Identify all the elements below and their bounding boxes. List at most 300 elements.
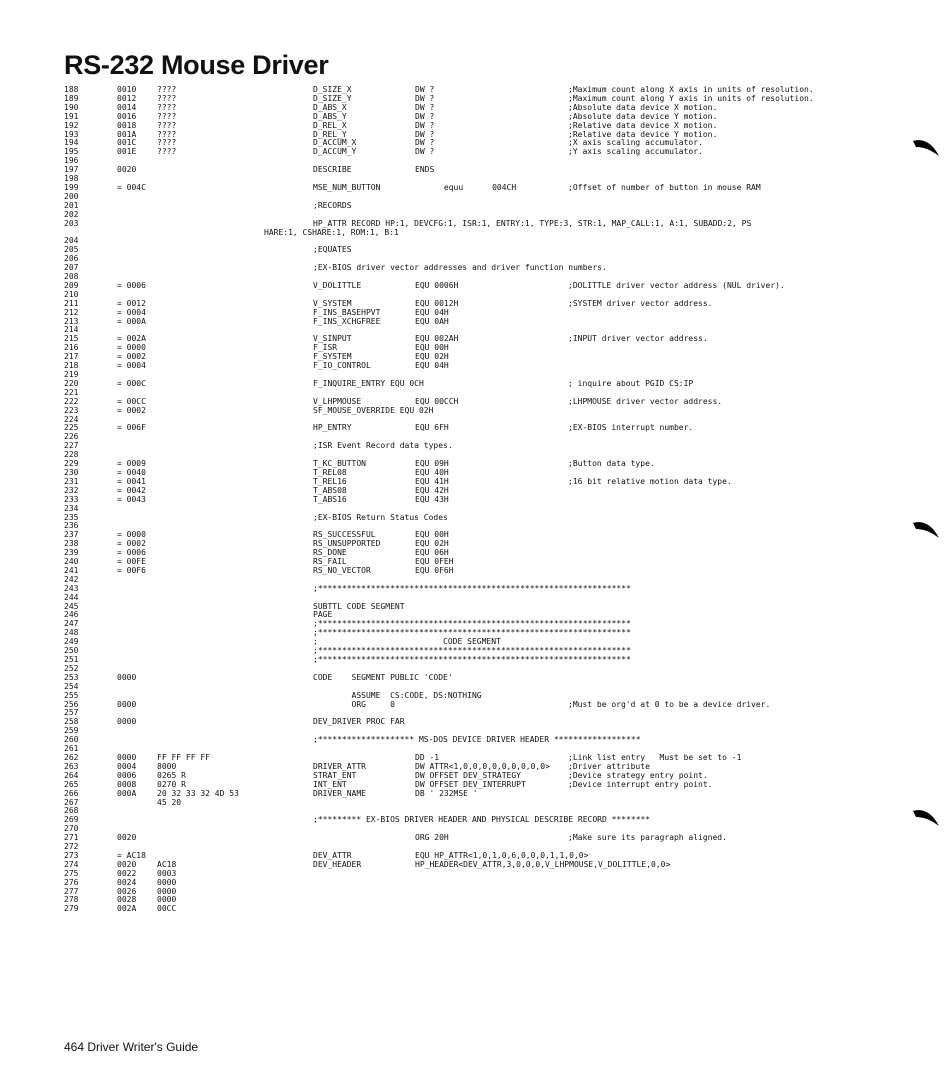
line-number: 252 — [64, 663, 79, 673]
listing-row — [0, 113, 950, 122]
line-number: 274 — [64, 859, 79, 869]
operand: EQU 42H — [415, 485, 449, 495]
label: D_REL_Y — [313, 129, 347, 139]
line-number: 267 — [64, 797, 79, 807]
listing-row — [0, 718, 950, 727]
listing-row — [0, 896, 950, 905]
address: = 0012 — [117, 298, 146, 308]
line-number: 249 — [64, 637, 79, 647]
operand: EQU 02H — [415, 539, 449, 549]
line-number: 218 — [64, 361, 79, 371]
line-number: 250 — [64, 646, 79, 656]
line-number: 246 — [64, 610, 79, 620]
object-code: ???? — [157, 102, 177, 112]
operand: EQU 0AH — [415, 316, 449, 326]
line-number: 226 — [64, 432, 79, 442]
line-number: 236 — [64, 521, 79, 531]
address: 0000 — [117, 672, 137, 682]
line-number: 273 — [64, 850, 79, 860]
listing-row — [0, 282, 950, 291]
address: = 002A — [117, 334, 146, 344]
label: DRIVER_NAME — [313, 788, 366, 798]
label: DEV_HEADER — [313, 859, 362, 869]
line-number: 224 — [64, 414, 79, 424]
address: = 0041 — [117, 476, 146, 486]
operand: DW ? — [415, 138, 435, 148]
label: D_ACCUM_Y — [313, 147, 357, 157]
address: 0016 — [117, 111, 137, 121]
statement: ;***************************************************************** — [313, 646, 631, 656]
operand: DW ? — [415, 111, 435, 121]
statement: CODE SEGMENT PUBLIC 'CODE' — [313, 672, 453, 682]
label: RS_FAIL — [313, 557, 347, 567]
comment: ;Must be org'd at 0 to be a device driver. — [568, 699, 771, 709]
operand: EQU 00CCH — [415, 396, 459, 406]
line-number: 227 — [64, 441, 79, 451]
line-number: 195 — [64, 147, 79, 157]
address: = 0043 — [117, 494, 146, 504]
address: 001A — [117, 129, 137, 139]
listing-row — [0, 701, 950, 710]
address: = 0002 — [117, 352, 146, 362]
label: T_KC_BUTTON — [313, 459, 366, 469]
operand: EQU 00H — [415, 343, 449, 353]
comment: ;Y axis scaling accumulator. — [568, 147, 703, 157]
comment: ;16 bit relative motion data type. — [568, 476, 732, 486]
label: T_REL16 — [313, 476, 347, 486]
line-number: 220 — [64, 378, 79, 388]
listing-row — [0, 585, 950, 594]
operand: ORG 20H — [415, 833, 449, 843]
line-number: 255 — [64, 690, 79, 700]
operand: EQU 0FEH — [415, 557, 454, 567]
label: F_SYSTEM — [313, 352, 352, 362]
line-number: 217 — [64, 352, 79, 362]
object-code: 20 32 33 32 4D 53 — [157, 788, 239, 798]
line-number: 228 — [64, 450, 79, 460]
operand: EQU 40H — [415, 467, 449, 477]
statement: ;***************************************************************** — [313, 583, 631, 593]
line-number: 244 — [64, 592, 79, 602]
object-code: ???? — [157, 129, 177, 139]
address: 0000 — [117, 752, 137, 762]
line-number: 264 — [64, 770, 79, 780]
operand: DW ? — [415, 85, 435, 94]
line-number: 241 — [64, 565, 79, 575]
address: = 00FE — [117, 557, 146, 567]
listing-row — [0, 674, 950, 683]
line-number: 254 — [64, 681, 79, 691]
label: ;RECORDS — [313, 200, 352, 210]
listing-row — [0, 656, 950, 665]
object-code: 8000 — [157, 761, 177, 771]
operand: EQU 09H — [415, 459, 449, 469]
statement: ;ISR Event Record data types. — [313, 441, 453, 451]
label: DESCRIBE — [313, 165, 352, 175]
object-code: FF FF FF FF — [157, 752, 210, 762]
line-number: 190 — [64, 102, 79, 112]
operand: HP_HEADER<DEV_ATTR,3,0,0,0,V_LHPMOUSE,V_DOLITTLE,0,0> — [415, 859, 671, 869]
address: 0024 — [117, 877, 137, 887]
operand: EQU HP_ATTR<1,0,1,0,6,0,0,0,1,1,0,0> — [415, 850, 589, 860]
address: 0020 — [117, 165, 137, 175]
listing-row — [0, 424, 950, 433]
line-number: 202 — [64, 209, 79, 219]
line-number: 278 — [64, 895, 79, 905]
listing-row — [0, 202, 950, 211]
comment: ;LHPMOUSE driver vector address. — [568, 396, 723, 406]
address: 002A — [117, 904, 137, 914]
listing-row — [0, 825, 950, 834]
address: 0014 — [117, 102, 137, 112]
line-number: 203 — [64, 218, 79, 228]
comment: ;Make sure its paragraph aligned. — [568, 833, 727, 843]
line-number: 259 — [64, 726, 79, 736]
line-number: 230 — [64, 467, 79, 477]
line-number: 235 — [64, 512, 79, 522]
line-number: 251 — [64, 655, 79, 664]
operand: EQU 0012H — [415, 298, 459, 308]
line-number: 262 — [64, 752, 79, 762]
statement: ;EX-BIOS driver vector addresses and driver function numbers. — [313, 263, 607, 273]
listing-row — [0, 380, 950, 389]
line-number: 248 — [64, 628, 79, 638]
address: = 004C — [117, 182, 146, 192]
address: 0000 — [117, 717, 137, 727]
statement: ;***************************************************************** — [313, 619, 631, 629]
address: 0022 — [117, 868, 137, 878]
listing-row — [0, 567, 950, 576]
statement: ;***************************************************************** — [313, 628, 631, 638]
comment: ;Maximum count along X axis in units of resolution. — [568, 85, 814, 94]
page-footer: 464 Driver Writer's Guide — [64, 1040, 199, 1054]
line-number: 243 — [64, 583, 79, 593]
statement: ORG 0 — [313, 699, 395, 709]
listing-row — [0, 104, 950, 113]
address: = 0000 — [117, 343, 146, 353]
address: = 0002 — [117, 405, 146, 415]
line-number: 239 — [64, 548, 79, 558]
operand: EQU 002AH — [415, 334, 459, 344]
line-number: 209 — [64, 280, 79, 290]
comment: ;Relative data device Y motion. — [568, 129, 718, 139]
label: HP_ENTRY — [313, 423, 352, 433]
address: = 000C — [117, 378, 146, 388]
address: 0018 — [117, 120, 137, 130]
address: = 0006 — [117, 280, 146, 290]
statement: ASSUME CS:CODE, DS:NOTHING — [313, 690, 482, 700]
statement: ;******************** MS-DOS DEVICE DRIVER HEADER ****************** — [313, 735, 641, 745]
object-code: ???? — [157, 93, 177, 103]
label: D_ABS_Y — [313, 111, 347, 121]
listing-row — [0, 790, 950, 799]
comment: ;DOLITTLE driver vector address (NUL driver). — [568, 280, 785, 290]
tab-mark-icon — [912, 520, 940, 540]
operand: EQU 6FH — [415, 423, 449, 433]
line-number: 258 — [64, 717, 79, 727]
line-number: 206 — [64, 254, 79, 264]
line-number: 237 — [64, 530, 79, 540]
object-code: ???? — [157, 111, 177, 121]
comment: ;Absolute data device Y motion. — [568, 111, 718, 121]
address: = 006F — [117, 423, 146, 433]
object-code: 0000 — [157, 895, 177, 905]
line-number: 211 — [64, 298, 79, 308]
address: = 0000 — [117, 530, 146, 540]
statement: ;EX-BIOS Return Status Codes — [313, 512, 448, 522]
label: RS_DONE — [313, 548, 347, 558]
line-number: 207 — [64, 263, 79, 273]
object-code: ???? — [157, 120, 177, 130]
address: = 00CC — [117, 396, 146, 406]
address: = 000A — [117, 316, 146, 326]
address: 0028 — [117, 895, 137, 905]
object-code: 00CC — [157, 904, 177, 914]
line-number: 192 — [64, 120, 79, 130]
page-title: RS-232 Mouse Driver — [64, 50, 329, 80]
statement: F_INQUIRE_ENTRY EQU 0CH — [313, 378, 424, 388]
listing-row — [0, 799, 950, 808]
address: = 0009 — [117, 459, 146, 469]
label: T_REL08 — [313, 467, 347, 477]
line-number: 238 — [64, 539, 79, 549]
comment: ;SYSTEM driver vector address. — [568, 298, 713, 308]
label: ;EQUATES — [313, 245, 352, 255]
line-number: 208 — [64, 272, 79, 282]
object-code: ???? — [157, 147, 177, 157]
comment: ; inquire about PGID CS:IP — [568, 378, 694, 388]
comment: ;Driver attribute — [568, 761, 650, 771]
operand: DW OFFSET DEV_INTERRUPT — [415, 779, 526, 789]
address: 0004 — [117, 761, 137, 771]
label: T_ABS16 — [313, 494, 347, 504]
comment: ;X axis scaling accumulator. — [568, 138, 703, 148]
line-number: 270 — [64, 824, 79, 834]
listing-row — [0, 122, 950, 131]
operand: EQU 0006H — [415, 280, 459, 290]
statement: PAGE — [313, 610, 333, 620]
line-number: 234 — [64, 503, 79, 513]
line-number: 261 — [64, 744, 79, 754]
operand: DW OFFSET DEV_STRATEGY — [415, 770, 521, 780]
line-number: 201 — [64, 200, 79, 210]
operand: DW ? — [415, 102, 435, 112]
label: T_ABS08 — [313, 485, 347, 495]
line-number: 277 — [64, 886, 79, 896]
listing-row — [0, 905, 950, 914]
operand: DW ? — [415, 93, 435, 103]
line-number: 221 — [64, 387, 79, 397]
line-number: 194 — [64, 138, 79, 148]
label: D_ABS_X — [313, 102, 347, 112]
address: = 0042 — [117, 485, 146, 495]
address: = 0002 — [117, 539, 146, 549]
operand: DW ATTR<1,0,0,0,0,0,0,0,0,0> — [415, 761, 550, 771]
label: D_SIZE_X — [313, 85, 352, 94]
line-number: 269 — [64, 815, 79, 825]
statement: ;***************************************************************** — [313, 655, 631, 664]
continuation: HARE:1, CSHARE:1, ROM:1, B:1 — [264, 227, 399, 237]
line-number: 191 — [64, 111, 79, 121]
listing-row — [0, 870, 950, 879]
listing-row — [0, 246, 950, 255]
listing-row — [0, 888, 950, 897]
address: = 0004 — [117, 361, 146, 371]
label: F_INS_XCHGFREE — [313, 316, 381, 326]
address: 0020 — [117, 859, 137, 869]
operand: DW ? — [415, 147, 435, 157]
label: RS_UNSUPPORTED — [313, 539, 381, 549]
operand: EQU 02H — [415, 352, 449, 362]
operand: EQU 43H — [415, 494, 449, 504]
label: V_SINPUT — [313, 334, 352, 344]
operand: ENDS — [415, 165, 435, 175]
operand: EQU 0F6H — [415, 565, 454, 575]
line-number: 225 — [64, 423, 79, 433]
comment: ;Relative data device X motion. — [568, 120, 718, 130]
address: 0000 — [117, 699, 137, 709]
line-number: 271 — [64, 833, 79, 843]
label: F_INS_BASEHPVT — [313, 307, 381, 317]
label: V_SYSTEM — [313, 298, 352, 308]
operand: EQU 41H — [415, 476, 449, 486]
label: V_LHPMOUSE — [313, 396, 362, 406]
listing-row — [0, 861, 950, 870]
address: 000A — [117, 788, 137, 798]
line-number: 222 — [64, 396, 79, 406]
listing-row — [0, 407, 950, 416]
comment: ;Button data type. — [568, 459, 655, 469]
statement: ; CODE SEGMENT — [313, 637, 501, 647]
listing-row — [0, 362, 950, 371]
label: MSE_NUM_BUTTON — [313, 182, 381, 192]
object-code: 45 20 — [157, 797, 182, 807]
line-number: 197 — [64, 165, 79, 175]
listing-row — [0, 745, 950, 754]
line-number: 188 — [64, 85, 79, 94]
line-number: 189 — [64, 93, 79, 103]
listing-row — [0, 442, 950, 451]
label: DEV_ATTR — [313, 850, 352, 860]
address: 001E — [117, 147, 137, 157]
listing-row — [0, 166, 950, 175]
line-number: 265 — [64, 779, 79, 789]
comment: ;Absolute data device X motion. — [568, 102, 718, 112]
listing-row — [0, 193, 950, 202]
label: D_REL_X — [313, 120, 347, 130]
label: DRIVER_ATTR — [313, 761, 366, 771]
listing-row — [0, 709, 950, 718]
listing-row — [0, 184, 950, 193]
code-listing — [0, 86, 950, 914]
comment: ;EX-BIOS interrupt number. — [568, 423, 694, 433]
object-code: AC18 — [157, 859, 177, 869]
line-number: 196 — [64, 156, 79, 166]
statement: SUBTTL CODE SEGMENT — [313, 601, 405, 611]
object-code: 0000 — [157, 886, 177, 896]
operand: EQU 04H — [415, 307, 449, 317]
line-number: 198 — [64, 174, 79, 184]
label: RS_SUCCESSFUL — [313, 530, 376, 540]
listing-row — [0, 229, 950, 238]
statement: DEV_DRIVER PROC FAR — [313, 717, 405, 727]
line-number: 247 — [64, 619, 79, 629]
line-number: 240 — [64, 557, 79, 567]
listing-row — [0, 736, 950, 745]
label: D_SIZE_Y — [313, 93, 352, 103]
listing-row — [0, 148, 950, 157]
operand: EQU 04H — [415, 361, 449, 371]
tab-mark-icon — [912, 138, 940, 158]
listing-row — [0, 879, 950, 888]
address: 0012 — [117, 93, 137, 103]
line-number: 276 — [64, 877, 79, 887]
comment: ;INPUT driver vector address. — [568, 334, 708, 344]
object-code: 0000 — [157, 877, 177, 887]
address: 0020 — [117, 833, 137, 843]
line-number: 257 — [64, 708, 79, 718]
line-number: 245 — [64, 601, 79, 611]
label: V_DOLITTLE — [313, 280, 362, 290]
address: 0010 — [117, 85, 137, 94]
address: = 0004 — [117, 307, 146, 317]
listing-row — [0, 514, 950, 523]
line-number: 279 — [64, 904, 79, 914]
line-number: 199 — [64, 182, 79, 192]
address: = 00F6 — [117, 565, 146, 575]
address: = 0040 — [117, 467, 146, 477]
listing-row — [0, 237, 950, 246]
line-number: 268 — [64, 806, 79, 816]
comment: ;Link list entry Must be set to -1 — [568, 752, 742, 762]
listing-row — [0, 95, 950, 104]
operand: equu 004CH — [415, 182, 517, 192]
line-number: 204 — [64, 236, 79, 246]
label: RS_NO_VECTOR — [313, 565, 371, 575]
listing-row — [0, 665, 950, 674]
address: 0026 — [117, 886, 137, 896]
listing-row — [0, 220, 950, 229]
line-number: 263 — [64, 761, 79, 771]
line-number: 216 — [64, 343, 79, 353]
listing-row — [0, 264, 950, 273]
listing-row — [0, 157, 950, 166]
listing-row — [0, 603, 950, 612]
tab-mark-icon — [912, 808, 940, 828]
line-number: 219 — [64, 370, 79, 379]
label: F_ISR — [313, 343, 338, 353]
address: 0006 — [117, 770, 137, 780]
label: D_ACCUM_X — [313, 138, 357, 148]
listing-row — [0, 816, 950, 825]
line-number: 215 — [64, 334, 79, 344]
label: F_IO_CONTROL — [313, 361, 371, 371]
statement: HP_ATTR RECORD HP:1, DEVCFG:1, ISR:1, ENTRY:1, TYPE:3, STR:1, MAP_CALL:1, A:1, SUBADD:2, PS — [313, 218, 752, 228]
statement: SF_MOUSE_OVERRIDE EQU 02H — [313, 405, 434, 415]
operand: DW ? — [415, 129, 435, 139]
line-number: 272 — [64, 842, 79, 852]
line-number: 256 — [64, 699, 79, 709]
label: INT_ENT — [313, 779, 347, 789]
line-number: 213 — [64, 316, 79, 326]
line-number: 214 — [64, 325, 79, 335]
object-code: ???? — [157, 85, 177, 94]
listing-row — [0, 131, 950, 140]
listing-row — [0, 834, 950, 843]
comment: ;Device strategy entry point. — [568, 770, 708, 780]
line-number: 231 — [64, 476, 79, 486]
line-number: 223 — [64, 405, 79, 415]
